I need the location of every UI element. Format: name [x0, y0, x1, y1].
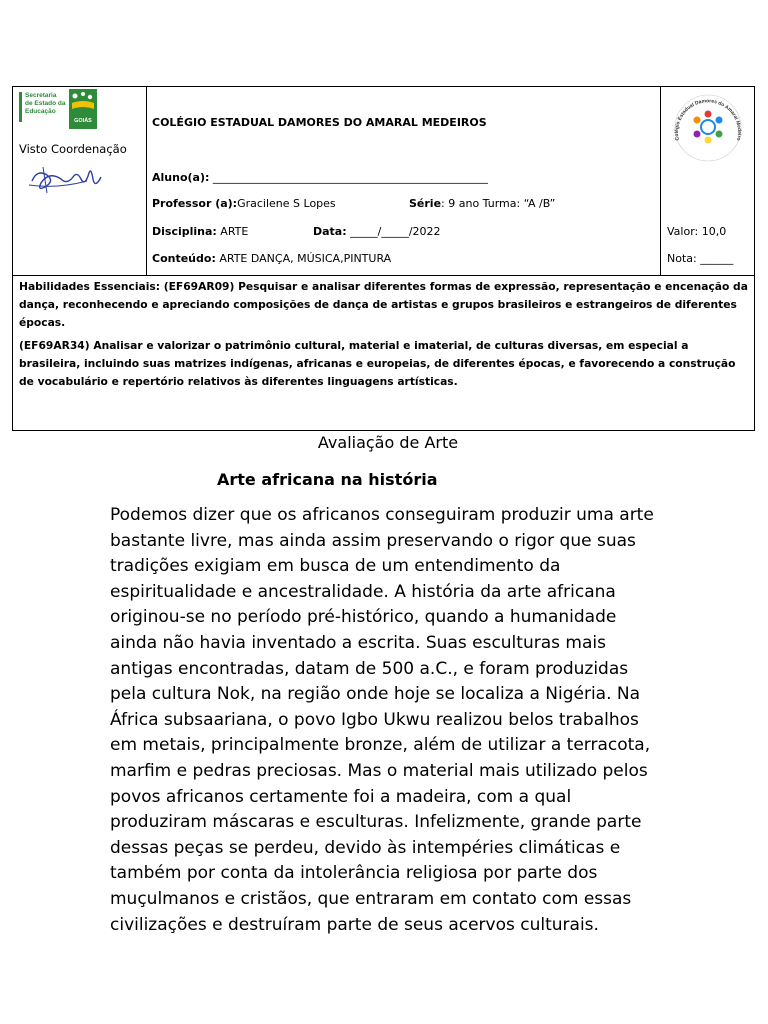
- logo-text-line: Educação: [25, 108, 56, 115]
- nota-text: Nota: ______: [667, 252, 734, 265]
- serie-label: Série: [409, 197, 442, 210]
- seduc-goias-logo: [17, 87, 103, 131]
- logo-text-line: Secretaria: [25, 92, 57, 99]
- aluno-label: Aluno(a):: [152, 171, 210, 184]
- column-divider: [660, 87, 661, 275]
- logo-state: GOIÁS: [74, 118, 92, 124]
- data-label: Data:: [313, 225, 347, 238]
- habilidades-paragraph: Habilidades Essenciais: (EF69AR09) Pesquisar e analisar diferentes formas de expressão, representação e encenação da dança, reconhecendo e apreciando composições de dança de artistas e grupos brasileiros e estrangeiros de diferentes épocas.: [19, 280, 748, 329]
- disciplina-label: Disciplina:: [152, 225, 217, 238]
- data-row: [313, 225, 441, 238]
- school-name: COLÉGIO ESTADUAL DAMORES DO AMARAL MEDEIROS: [152, 116, 487, 129]
- aluno-blank: __________________________________________________: [209, 171, 488, 184]
- professor-label: Professor (a):: [152, 197, 238, 210]
- aluno-row: [152, 171, 488, 184]
- column-divider: [146, 87, 147, 275]
- data-value: _____/_____/2022: [346, 225, 441, 238]
- signature-image: [27, 159, 107, 199]
- visto-label: Visto Coordenação: [19, 142, 127, 156]
- header-table: [12, 86, 755, 431]
- valor-text: Valor: 10,0: [667, 225, 727, 238]
- serie-row: [409, 197, 555, 210]
- section-title: Arte africana na história: [217, 470, 438, 489]
- professor-value: Gracilene S Lopes: [237, 197, 336, 210]
- school-seal-logo: [669, 92, 747, 164]
- seal-text: Colégio Estadual Damores do Amaral Medeiro: [673, 98, 743, 142]
- habilidades-paragraph: (EF69AR34) Analisar e valorizar o patrimônio cultural, material e imaterial, de culturas diversas, em especial a brasileira, incluindo suas matrizes indígenas, africanas e europeias, de diferentes épocas, e favorecendo a construção de vocabulário e repertório relativos às diferentes linguagens artísticas.: [19, 339, 736, 388]
- disciplina-value: ARTE: [216, 225, 249, 238]
- conteudo-row: [152, 252, 391, 265]
- professor-row: [152, 197, 336, 210]
- logo-text-line: de Estado da: [25, 100, 66, 107]
- conteudo-label: Conteúdo:: [152, 252, 216, 265]
- row-divider: [13, 275, 754, 276]
- disciplina-row: [152, 225, 248, 238]
- habilidades-section: [19, 278, 749, 396]
- body-paragraph: Podemos dizer que os africanos conseguiram produzir uma arte bastante livre, mas ainda assim preservando o rigor que suas tradições exigiam em busca de um entendimento da espiritualidade e ancestralidade. A história da arte africana originou-se no período pré-histórico, quando a humanidade ainda não havia inventado a escrita. Suas esculturas mais antigas encontradas, datam de 500 a.C., e foram produzidas pela cultura Nok, na região onde hoje se localiza a Nigéria. Na África subsaariana, o povo Igbo Ukwu realizou belos trabalhos em metais, principalmente bronze, além de utilizar a terracota, marfim e pedras preciosas. Mas o material mais utilizado pelos povos africanos certamente foi a madeira, com a qual produziram máscaras e esculturas. Infelizmente, grande parte dessas peças se perdeu, devido às intempéries climáticas e também por conta da intolerância religiosa por parte dos muçulmanos e cristãos, que entraram em contato com essas civilizações e destruíram parte de seus acervos culturais.: [110, 505, 654, 935]
- conteudo-value: ARTE DANÇA, MÚSICA,PINTURA: [215, 252, 392, 265]
- page-title: Avaliação de Arte: [317, 433, 459, 452]
- serie-value: : 9 ano Turma: “A /B”: [441, 197, 556, 210]
